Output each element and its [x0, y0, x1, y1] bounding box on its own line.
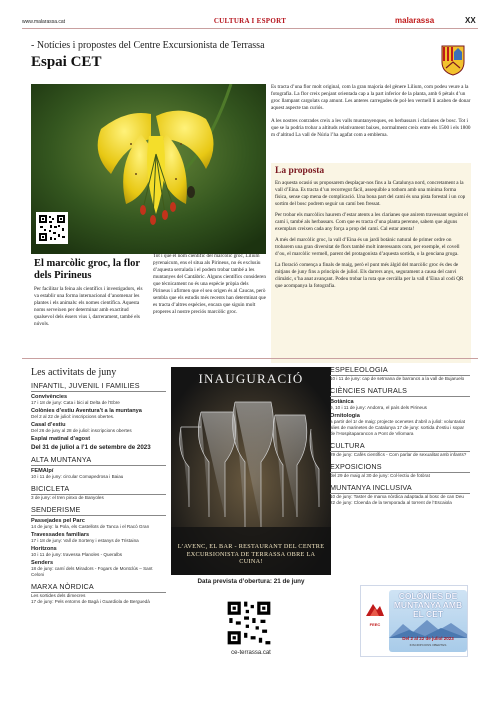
cet-shield-logo — [440, 44, 466, 76]
activity-category: INFANTIL, JUVENIL I FAMILIES — [31, 381, 166, 392]
activity-entry-title: Botànica — [330, 399, 354, 405]
header-section: CULTURA I ESPORT — [213, 17, 287, 25]
activity-entry-title: Colònies d’estiu Aventura’t a la muntanya — [31, 408, 142, 414]
header-brand: malarassa — [395, 16, 435, 25]
activity-entry-title: Casal d’estiu — [31, 422, 66, 428]
section-divider — [22, 358, 478, 359]
activity-category: ALTA MUNTANYA — [31, 455, 166, 466]
article-column-2: Tot i que el nom científic del marcòlic groc, Lilium pyrenaicum, ens el situa als Pirineus, no és exclusiu d’aquesta serralada i el podem trobar també a les muntanyes del Cantàbric. Alguns científics consideren que tècnicament no és una espècie pròpia dels Pirineus i afirmen que el seu origen és al Caucas, però sembla que els estudis més recents han determinat que es tracta d’altres espècies, encara que siguin molt properes al nostre preciós marcòlic groc. — [153, 253, 266, 315]
proposta-paragraph: A més del marcòlic groc, la vall d’Eina és un jardí botànic natural de primer ordre on trobarem una gran diversitat de flors també molt interessants com, per exemple, el covell d’ou, el marcòlic vermell, parent del protagonista d’aquesta sortida, o la genciana groga. — [275, 237, 460, 257]
activity-entry-title: Ornitologia — [330, 413, 360, 419]
inauguration-caption: L’AVENC, EL BAR - RESTAURANT DEL CENTRE EXCURSIONISTA DE TERRASSA OBRE LA CUINA! — [177, 543, 325, 565]
article-subheadline: El marcòlic groc, la flor dels Pirineus — [34, 258, 140, 281]
activities-title: Les activitats de juny — [31, 367, 117, 378]
activity-entry-title: Esplai matinal d’agost — [31, 436, 91, 442]
activity-entry-text: 17 i 18 de juny: Cata i bici al Delta de l’Ebre — [31, 400, 120, 405]
proposta-text — [275, 180, 469, 290]
proposta-title: La proposta — [275, 166, 325, 176]
feec-label: FEEC — [369, 622, 381, 627]
article-intro — [271, 84, 471, 139]
activity-category: MARXA NÒRDICA — [31, 582, 166, 593]
activity-entry-title: Passejades pel Parc — [31, 518, 85, 524]
activity-entry-text: 10 de juny: Taster de marxa nòrdica adaptada al bosc de can Deu — [330, 494, 464, 499]
inauguration-title: INAUGURACIÓ — [198, 371, 304, 386]
activity-entry-text: 17 i 18 de juny: Vall de Sorteny i estanys de Tristaina — [31, 538, 139, 543]
activity-entry-text: 10 i 11 de juny: cap de setmana de barrancs a la vall de Bujaruelo — [330, 376, 465, 381]
intro-paragraph-2: A les nostres contrades creix a les valls muntanyenques, en herbassars i clarianes de bosc. Tot i que se la podria trobar a altituds relativament baixes, normalment creix entre els 1500 i els 1800 m d’altitud La vall de Núria l’ha agafat com a emblema. — [271, 118, 471, 138]
activities-left-column — [31, 381, 166, 605]
inauguration-date: Data prevista d’obertura: 21 de juny — [197, 578, 305, 585]
activity-entry-text: 22 de juny: Cloenda de la temporada al torrent de l’Escaiola — [330, 500, 452, 505]
header-url[interactable]: www.malarassa.cat — [22, 19, 66, 25]
activity-entry-text: Del 26 de juny al 28 de juliol: inscripcions obertes — [31, 428, 132, 433]
page-number: XX — [465, 16, 476, 25]
article-kicker: - Notícies i propostes del Centre Excursionista de Terrassa — [31, 40, 265, 51]
activity-category: BICICLETA — [31, 484, 166, 495]
activity-entry-text: a partir del 1r de maig: projecte ocenetes d’abril a juliol: voluntariat alies de marinetes de Catalunya 17 de juny: sortida d’estiu i sopar de l’Hospitaparancon a Pont de Vilomara — [330, 419, 466, 436]
activity-entry-title: Del 31 de juliol a l’1 de setembre de 2023 — [31, 444, 151, 451]
poster-subtitle: INSCRIPCIONS OBERTES — [409, 643, 447, 647]
activity-entry-title: Travessades familiars — [31, 532, 90, 538]
activity-entry-title: Senders — [31, 560, 54, 566]
activities-right-column — [330, 365, 470, 506]
article-column-1: Per facilitar la feina als científics i investigadors, els va establir una forma internacional d’anomenar les plantes i els animals: els nomes científica. Aquesta noms serveixen per determinar amb exactitud qualsevol dels éssers vius i, darrerament, també els núvols. — [34, 286, 143, 327]
colonies-poster — [360, 585, 468, 657]
poster-mountains — [389, 618, 467, 638]
activity-entry-text: 9, 10 i 11 de juny: Andorra, el país dels Pirineus — [330, 405, 427, 410]
activity-entry-text: 14 de juny: la Pola, els Castellots de Tanca i el Racó Gran — [31, 524, 150, 529]
poster-title: COLÒNIES DE MUNTANYA AMB EL CET — [393, 591, 463, 619]
feec-logo — [364, 598, 386, 620]
activity-entry-text: del 29 de maig al 30 de juny: Col·lectiu de fotòrat — [330, 473, 430, 478]
website-qr-code[interactable] — [226, 600, 272, 646]
intro-paragraph-1: Es tracta d’una flor molt original, com la gran majoria del gènere Lilium, com podeu veure a la fotografia. La flor creix penjant orientada cap a la part inferior de la planta, amb 6 pètals d’un groc llampant cargolats cap amunt. Les anteres carregades de pol·len vermell li acaben de donar aquest aspecte tan curiós. — [271, 84, 471, 111]
activity-entry-text: Les sortides dels dimecres — [31, 593, 86, 598]
activity-category: SENDERISME — [31, 505, 166, 516]
activity-entry-text: 10 i 11 de juny: circular Comapedrosa i Baiau — [31, 474, 124, 479]
proposta-paragraph: La floració comença a finals de maig, però el punt més àlgid del marcòlic groc és des de mitjans de juny fins a principis de juliol. Els darrers anys, segurament a causa del canvi climàtic, s’ha anat avançant. Podeu trobar la ruta que cercàlla per la vall d’Eina al codi QR que acompanya la fotografia. — [275, 262, 464, 289]
route-qr-code[interactable] — [36, 212, 68, 244]
activity-entry-text: 29 de juny: Cafès científics - Com parlar de sexualitat amb infants? — [330, 452, 467, 457]
proposta-paragraph: Per trobar els marcòlics haurem d’estar atents a les clarianes que anirem travessant seguint el camí i, també als herbassars. Com que es tracta d’una planta perenne, sabem que alguns exemplars creixen cada any força a prop del camí. Cal estar atenta! — [275, 212, 469, 232]
activity-category: CIÈNCIES NATURALS — [330, 386, 470, 397]
activity-entry-text: Del 2 al 22 de juliol: inscripcions obertes. — [31, 414, 115, 419]
activity-entry-title: Convivències — [31, 394, 68, 400]
header-rule — [22, 28, 478, 29]
activity-entry-text: 10 i 11 de juny: travessa Planoles - Queralbs — [31, 552, 123, 557]
activity-category: CULTURA — [330, 441, 470, 452]
activity-entry-title: Horitzons — [31, 546, 57, 552]
activity-category: ESPELEOLOGIA — [330, 365, 470, 376]
activity-entry-text: 18 de juny: camí dels Miradors - Fogars de Montclús – Sant Celoni — [31, 566, 153, 577]
article-headline: Espai CET — [31, 54, 102, 70]
activity-category: EXPOSICIONS — [330, 462, 470, 473]
activity-entry-text: 3 de juny: el tren pinxo de Banyoles — [31, 495, 104, 500]
poster-dates: Del 2 al 22 de juliol 2023 — [402, 636, 454, 641]
proposta-paragraph: En aquesta ocasió us proposarem desplaçar-nos fins a la Catalunya nord, concretament a la vall d’Eina. Es tracta d’un recorregut fàcil, assequible a tothom amb una mínima forma física, sense cap mena de complicació. Una bona part del camí és una pista forestal i un cop sortim del bosc podrem seguir un camí ben fressat. — [275, 180, 466, 207]
website-url[interactable]: ce-terrassa.cat — [231, 650, 271, 656]
activity-category: MUNTANYA INCLUSIVA — [330, 483, 470, 494]
activity-entry-title: FEMAlpí — [31, 468, 54, 474]
activity-entry-text: 17 de juny: Pels entorns de Bagà i Guardiola de Berguedà — [31, 599, 150, 604]
